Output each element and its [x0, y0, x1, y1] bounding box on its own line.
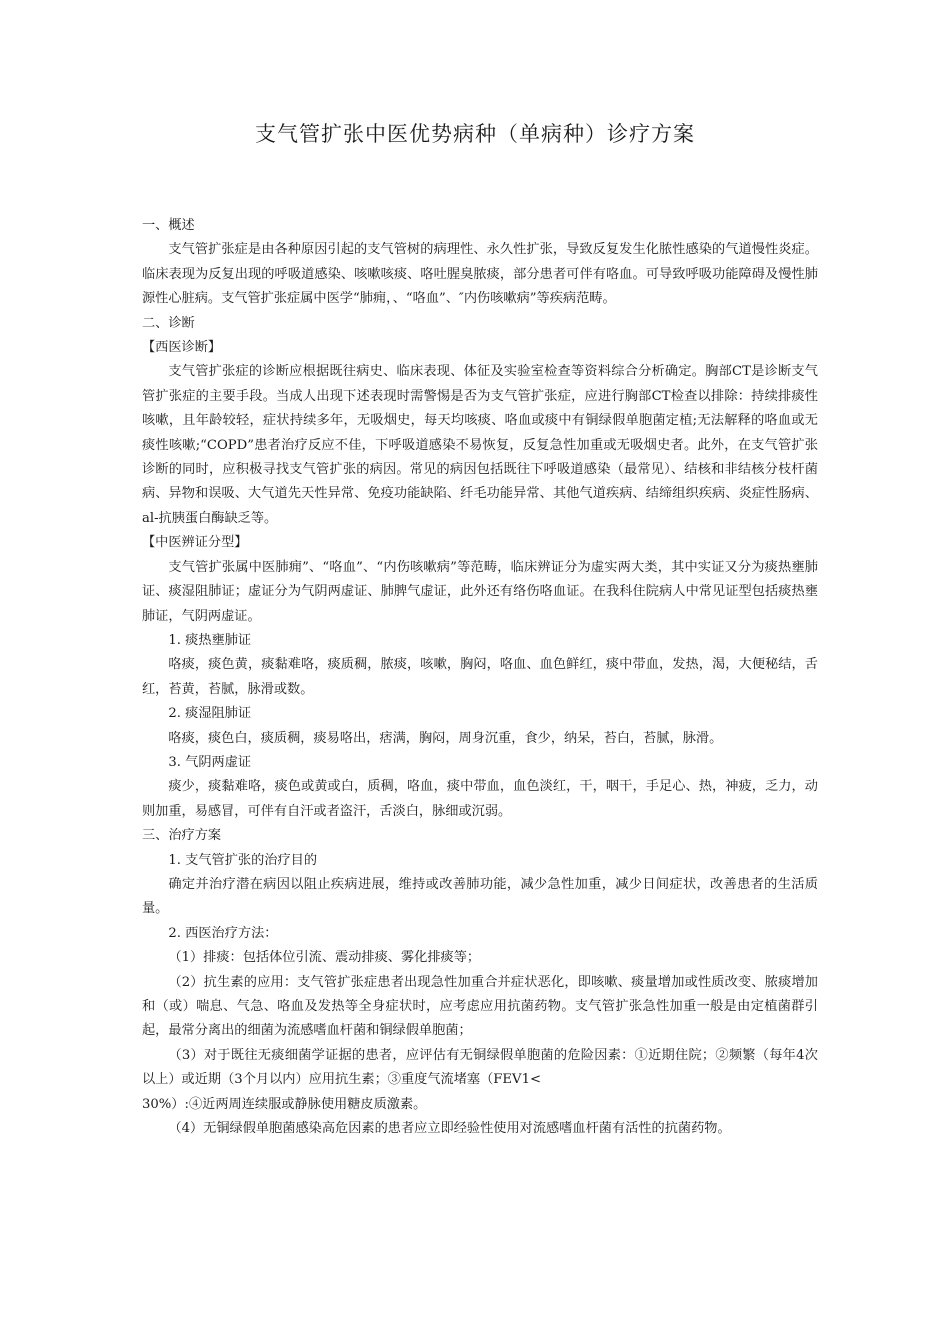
western-treatment-heading: 2. 西医治疗方法： — [168, 925, 278, 941]
treatment-item-3-continued: 30%）:④近两周连续服或静脉使用糖皮质激素。 — [142, 1096, 427, 1112]
syndrome-3-symptoms: 痰少，痰黏难咯，痰色或黄或白，质稠，咯血，痰中带血，血色淡红，干，咽干，手足心、热，神疲，乏力，动则加重，易感冒，可伴有自汗或者盗汗，舌淡白，脉细或沉弱。 — [142, 779, 818, 819]
document-title: 支气管扩张中医优势病种（单病种）诊疗方案 — [255, 122, 695, 146]
treatment-item-2: （2）抗生素的应用：支气管扩张症患者出现急性加重合并症状恶化，即咳嗽、痰量增加或性质改变、脓痰增加和（或）喘息、气急、咯血及发热等全身症状时，应考虑应用抗菌药物。支气管扩张急性加重一般是由定植菌群引起，最常分离出的细菌为流感嗜血杆菌和铜绿假单胞菌； — [142, 974, 818, 1039]
paragraph-overview: 支气管扩张症是由各种原因引起的支气管树的病理性、永久性扩张，导致反复发生化脓性感染的气道慢性炎症。临床表现为反复出现的呼吸道感染、咳嗽咳痰、咯吐腥臭脓痰，部分患者可伴有咯血。可导致呼吸功能障碍及慢性肺源性心脏病。支气管扩张症属中医学“肺痈，、“咯血”、″内伤咳嗽病”等疾病范畴。 — [142, 242, 818, 307]
treatment-item-1: （1）排痰：包括体位引流、震动排痰、雾化排痰等； — [168, 950, 481, 966]
treatment-goal-paragraph: 确定并治疗潜在病因以阻止疾病进展，维持或改善肺功能，减少急性加重，减少日间症状，改善患者的生活质量。 — [142, 876, 818, 917]
treatment-item-4: （4）无铜绿假单胞菌感染高危因素的患者应立即经验性使用对流感嗜血杆菌有活性的抗菌药物。 — [168, 1121, 731, 1137]
paragraph-western-diagnosis: 支气管扩张症的诊断应根据既往病史、临床表现、体征及实验室检查等资料综合分析确定。胸部CT是诊断支气管扩张症的主要手段。当成人出现下述表现时需警惕是否为支气管扩张症，应进行胸部CT检查以排除：持续排痰性咳嗽，且年龄较轻，症状持续多年，无吸烟史，每天均咳痰、咯血或痰中有铜绿假单胞菌定植;无法解释的咯血或无痰性咳嗽;“COPD”患者治疗反应不佳，下呼吸道感染不易恢复，反复急性加重或无吸烟史者。此外，在支气管扩张诊断的同时，应积极寻找支气管扩张的病因。常见的病因包括既往下呼吸道感染（最常见）、结核和非结核分枝杆菌病、异物和误吸、大气道先天性异常、免疫功能缺陷、纤毛功能异常、其他气道疾病、结缔组织疾病、炎症性肠病、al-抗胰蛋白酶缺乏等。 — [142, 364, 818, 526]
treatment-goal-heading: 1. 支气管扩张的治疗目的 — [168, 852, 318, 868]
syndrome-1-symptoms: 咯痰，痰色黄，痰黏难咯，痰质稠，脓痰，咳嗽，胸闷，咯血、血色鲜红，痰中带血，发热，渴，大便秘结，舌红，苔黄，苔腻，脉滑或数。 — [142, 657, 818, 697]
subheading-tcm-syndrome: 【中医辨证分型】 — [142, 535, 248, 551]
syndrome-1-heading: 1. 痰热壅肺证 — [168, 632, 252, 648]
syndrome-2-heading: 2. 痰湿阻肺证 — [168, 706, 252, 722]
paragraph-tcm-syndrome: 支气管扩张属中医肺痈”、“咯血”、“内伤咳嗽病”等范畴，临床辨证分为虚实两大类，其中实证又分为痰热壅肺证、痰湿阻肺证；虚证分为气阴两虚证、肺脾气虚证，此外还有络伤咯血证。在我科住院病人中常见证型包括痰热壅肺证，气阴两虚证。 — [142, 559, 818, 624]
syndrome-3-heading: 3. 气阴两虚证 — [168, 754, 252, 770]
treatment-item-3: （3）对于既往无痰细菌学证据的患者，应评估有无铜绿假单胞菌的危险因素：①近期住院；②频繁（每年4次以上）或近期（3个月以内）应用抗生素；③重度气流堵塞（FEV1< — [142, 1047, 818, 1088]
section-heading-diagnosis: 二、诊断 — [142, 315, 195, 331]
section-heading-treatment: 三、治疗方案 — [142, 828, 222, 844]
syndrome-2-symptoms: 咯痰，痰色白，痰质稠，痰易咯出，痞满，胸闷，周身沉重，食少，纳呆，苔白，苔腻，脉滑。 — [168, 730, 723, 746]
section-heading-overview: 一、概述 — [142, 218, 195, 233]
subheading-western-diagnosis: 【西医诊断】 — [142, 340, 222, 356]
document-body — [142, 214, 818, 1141]
